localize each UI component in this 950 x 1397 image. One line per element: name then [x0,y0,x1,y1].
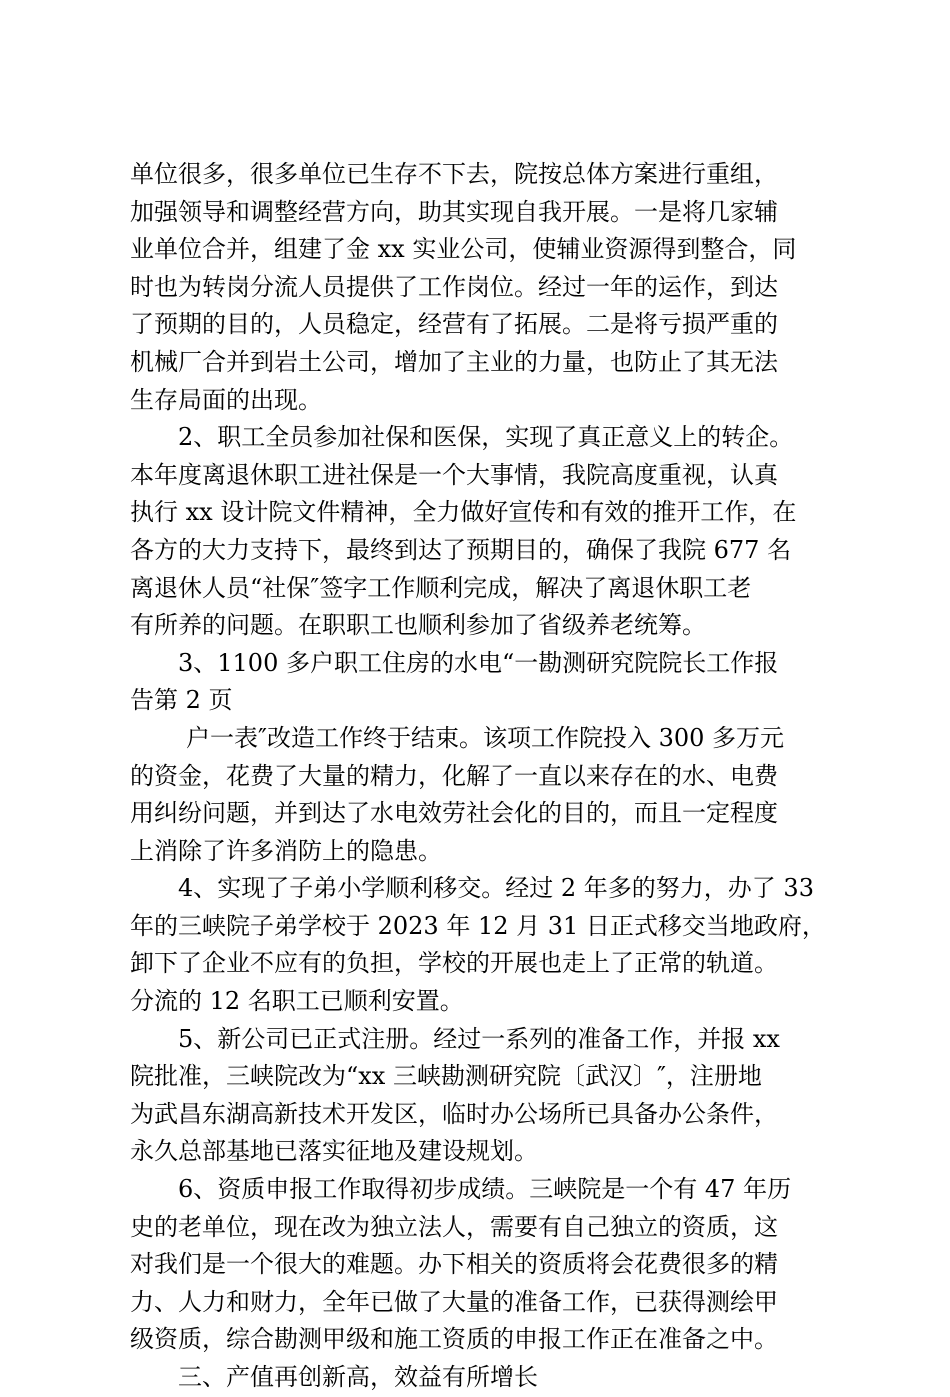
text-line: 业单位合并，组建了金 xx 实业公司，使辅业资源得到整合，同 [130,235,797,264]
text-line: 加强领导和调整经营方向，助其实现自我开展。一是将几家辅 [130,197,778,226]
paragraph-start-line: 6、资质申报工作取得初步成绩。三峡院是一个有 47 年历 [178,1175,792,1204]
text-line: 有所养的问题。在职职工也顺利参加了省级养老统筹。 [130,611,706,640]
text-line: 为武昌东湖高新技术开发区，临时办公场所已具备办公条件， [130,1099,778,1128]
text-line: 了预期的目的，人员稳定，经营有了拓展。二是将亏损严重的 [130,310,778,339]
text-line: 年的三峡院子弟学校于 2023 年 12 月 31 日正式移交当地政府， [130,911,826,940]
text-line: 的资金，花费了大量的精力，化解了一直以来存在的水、电费 [130,761,778,790]
text-line: 单位很多，很多单位已生存不下去，院按总体方案进行重组， [130,160,778,188]
text-line: 力、人力和财力，全年已做了大量的准备工作，已获得测绘甲 [130,1287,778,1316]
section-heading: 三、产值再创新高，效益有所增长 [178,1363,538,1391]
text-line: 各方的大力支持下，最终到达了预期目的，确保了我院 677 名 [130,535,792,564]
text-line: 对我们是一个很大的难题。办下相关的资质将会花费很多的精 [130,1250,778,1279]
document-page [130,156,826,1397]
text-line: 上消除了许多消防上的隐患。 [130,836,442,865]
text-line: 离退休人员“社保″签字工作顺利完成，解决了离退休职工老 [130,573,752,602]
text-line: 永久总部基地已落实征地及建设规划。 [130,1137,538,1166]
text-line: 本年度离退休职工进社保是一个大事情，我院高度重视，认真 [130,460,778,489]
text-line: 用纠纷问题，并到达了水电效劳社会化的目的，而且一定程度 [130,799,778,828]
paragraph-start-line: 3、1100 多户职工住房的水电“一勘测研究院院长工作报 [178,648,779,677]
text-line: 机械厂合并到岩土公司，增加了主业的力量，也防止了其无法 [130,347,778,376]
text-line: 分流的 12 名职工已顺利安置。 [130,987,464,1016]
text-line: 执行 xx 设计院文件精神，全力做好宣传和有效的推开工作，在 [130,498,797,527]
paragraph-start-line: 2、职工全员参加社保和医保，实现了真正意义上的转企。 [178,423,794,452]
text-line: 生存局面的出现。 [130,385,322,414]
paragraph-start-line: 5、新公司已正式注册。经过一系列的准备工作，并报 xx [178,1024,780,1053]
text-line: 级资质，综合勘测甲级和施工资质的申报工作正在准备之中。 [130,1325,778,1354]
text-line: 时也为转岗分流人员提供了工作岗位。经过一年的运作，到达 [130,272,778,301]
text-line: 院批准，三峡院改为“xx 三峡勘测研究院〔武汉〕″，注册地 [130,1062,762,1091]
paragraph-continuation-line: 户一表″改造工作终于结束。该项工作院投入 300 多万元 [186,723,785,752]
text-line: 史的老单位，现在改为独立法人，需要有自己独立的资质，这 [130,1212,778,1241]
paragraph-start-line: 4、实现了子弟小学顺利移交。经过 2 年多的努力，办了 33 [178,874,814,903]
text-line: 告第 2 页 [130,686,233,715]
text-line: 卸下了企业不应有的负担，学校的开展也走上了正常的轨道。 [130,949,778,978]
